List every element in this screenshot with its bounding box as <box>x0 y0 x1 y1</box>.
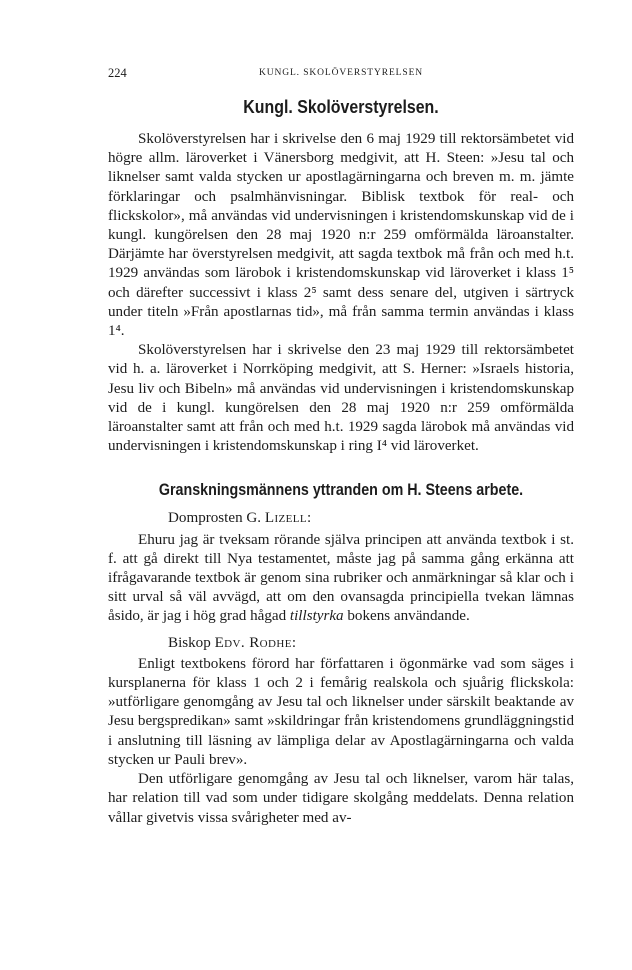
section-heading: Granskningsmännens yttranden om H. Steens arbete. <box>158 480 524 500</box>
speaker-rodhe <box>108 634 574 653</box>
paragraph-rodhe-statement: Enligt textbokens förord har författaren i ögonmärke vad som säges i kursplanerna för klass 1 och 2 i femårig realskola och sjuårig flickskola: »utförligare genomgång av Jesu tal och liknelser under särskilt beaktande av Jesu bergspredikan» samt »skildringar från kristendomens grundläggningstid i anslutning till läsning av lämpliga delar av Apostlagärningarna och valda stycken ur Pauli brev». <box>108 655 574 768</box>
document-page <box>108 64 574 828</box>
running-head <box>108 64 574 82</box>
speaker-title: Domprosten G. <box>168 510 262 527</box>
speaker-suffix: : <box>291 634 297 651</box>
speaker-name: Lizell <box>264 510 308 527</box>
paragraph-vanersborg: Skolöverstyrelsen har i skrivelse den 6 maj 1929 till rektorsämbetet vid högre allm. läroverket i Vänersborg medgivit, att H. Steen: »Jesu tal och liknelser samt valda stycken ur apostlagärningarna och breven m. m. jämte förklaringar och psalmhänvisningar. Biblisk textbok för real- och flickskolor», må användas vid undervisningen i kristendomskunskap vid de i kungl. kungörelsen den 28 maj 1920 n:r 259 omförmälda läroanstalter. Därjämte har överstyrelsen medgivit, att sagda textbok må från och med h.t. 1929 användas som lärobok i kristendomskunskap vid läroverket i klass 1⁵ och därefter successivt i klass 2⁵ samt dess senare del, utgiven i särtryck under titeln »Från apostlarnas tid», må från samma termin användas i klass 1⁴. <box>108 131 574 340</box>
running-title: KUNGL. SKOLÖVERSTYRELSEN <box>258 68 424 78</box>
statement-text-end: bokens användande. <box>347 608 470 625</box>
statements-section <box>108 509 574 827</box>
statement-text: Ehuru jag är tveksam rörande själva principen att använda textbok i st. f. att gå direkt till Nya testamentet, måste jag på samma gång erkänna att ifrågavarande textbok är genom sina rubriker och anmärkningar så klar och i sitt urval så väl avvägd, att om den ovansagda principiella tvekan lämnas åsido, är jag i hög grad hågad <box>108 531 574 625</box>
paragraph-norrkoping: Skolöverstyrelsen har i skrivelse den 23 maj 1929 till rektorsämbetet vid h. a. läroverket i Norrköping medgivit, att S. Herner: »Israels historia, Jesu liv och Bibeln» må användas vid undervisningen i kristendomskunskap vid de i kungl. kungörelsen den 28 maj 1920 n:r 259 omförmälda läroanstalter samt att från och med h.t. 1929 sagda lärobok må användas vid undervisningen i kristendomskunskap i ring I⁴ vid läroverket. <box>108 342 574 455</box>
page-number: 224 <box>108 66 127 80</box>
main-heading: Kungl. Skolöverstyrelsen. <box>243 96 439 117</box>
paragraph-rodhe-continued: Den utförligare genomgång av Jesu tal och liknelser, varom här talas, har relation till vad som under tidigare skolgång meddelats. Denna relation vållar givetvis vissa svårigheter med av- <box>108 771 574 826</box>
speaker-name: Edv. Rodhe <box>214 634 292 651</box>
announcements-section <box>108 130 574 456</box>
speaker-suffix: : <box>307 510 312 527</box>
speaker-lizell <box>108 509 574 528</box>
speaker-title: Biskop <box>168 634 211 651</box>
statement-emphasis: tillstyrka <box>289 608 344 625</box>
paragraph-lizell-statement <box>108 531 574 627</box>
